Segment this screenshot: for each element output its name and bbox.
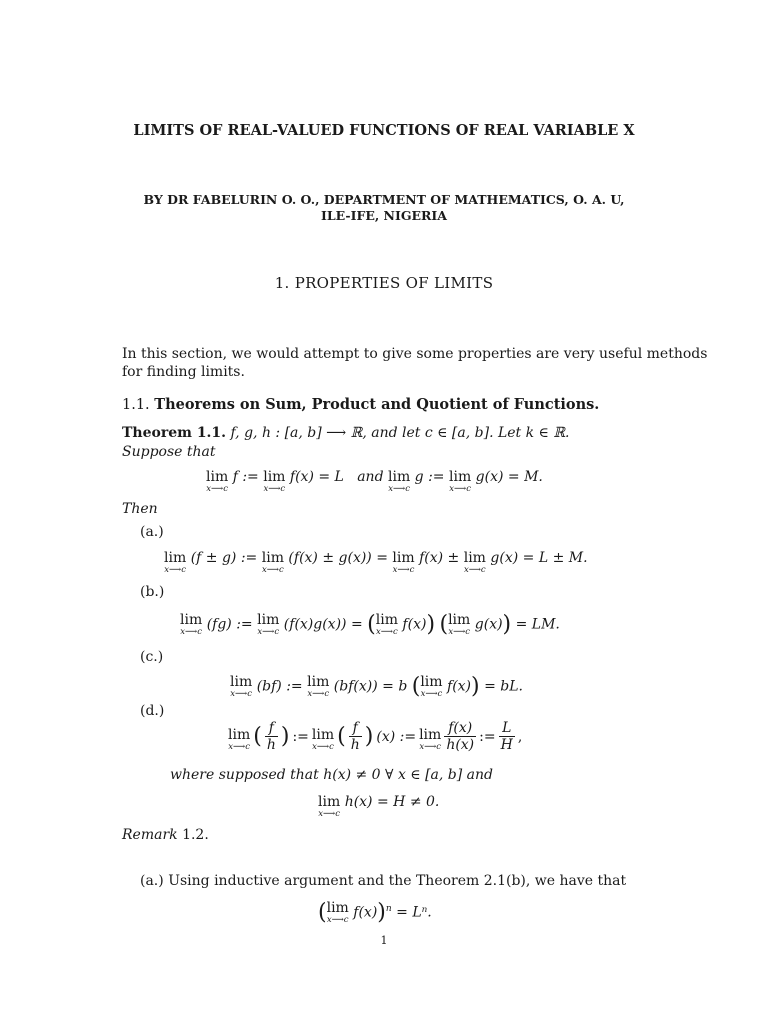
limit-operator: lim x⟶c (375, 612, 398, 637)
theorem-heading (122, 424, 569, 442)
suppose-that: Suppose that (122, 444, 216, 460)
limit-operator: lim x⟶c (420, 674, 443, 699)
limit-operator: lim x⟶c (228, 726, 251, 752)
limit-operator: lim x⟶c (448, 612, 471, 637)
equation-d: lim x⟶c ( $\frac{f}{h}$ ) := lim x⟶c ( $\frac{f}{h}$ ) (x) := lim x⟶c $\frac{f(x)}{h(x)}$ := $\frac{L}{H}$ , (228, 720, 523, 753)
section-heading (0, 274, 768, 292)
limit-operator: lim x⟶c (326, 900, 349, 925)
then-label: Then (122, 501, 158, 517)
label-c: (c.) (140, 649, 164, 665)
remark-a-label: (a.) (140, 873, 164, 889)
remark-heading (122, 826, 209, 844)
page-number: 1 (380, 934, 388, 947)
fraction-L-over-H: $\frac{L}{H}$ (500, 720, 513, 753)
document-title: LIMITS OF REAL-VALUED FUNCTIONS OF REAL VARIABLE X (133, 122, 635, 139)
limit-operator: lim x⟶c (206, 469, 229, 494)
label-a: (a.) (140, 524, 164, 540)
subsection-title: Theorems on Sum, Product and Quotient of Functions. (154, 396, 600, 413)
section-number: 1. (274, 274, 290, 292)
intro-line-2: for finding limits. (122, 364, 245, 380)
limit-operator: lim x⟶c (261, 550, 284, 575)
limit-operator: lim x⟶c (318, 794, 341, 819)
intro-paragraph (122, 345, 707, 381)
remark-a (140, 872, 626, 890)
hypothesis-equation: lim x⟶c f := lim x⟶c f(x) = L and lim x⟶c g := lim x⟶c g(x) = M. (206, 469, 543, 494)
limit-operator: lim x⟶c (392, 550, 415, 575)
limit-operator: lim x⟶c (307, 674, 330, 699)
author-line-1: BY DR FABELURIN O. O., DEPARTMENT OF MATHEMATICS, O. A. U, (143, 192, 625, 207)
remark-label: Remark (122, 827, 178, 843)
equation-c: lim x⟶c (bf) := lim x⟶c (bf(x)) = b (lim x⟶c f(x)) = bL. (230, 674, 523, 699)
limit-operator: lim x⟶c (448, 469, 472, 494)
limit-operator: lim x⟶c (230, 674, 253, 699)
h-limit-equation: lim x⟶c h(x) = H ≠ 0. (318, 794, 440, 819)
limit-operator: lim x⟶c (257, 612, 280, 637)
limit-operator: lim x⟶c (311, 726, 335, 752)
theorem-label: Theorem 1.1. (122, 425, 227, 441)
equation-a: lim x⟶c (f ± g) := lim x⟶c (f(x) ± g(x)) = lim x⟶c f(x) ± lim x⟶c g(x) = L ± M. (164, 550, 588, 575)
fraction-f-over-h: $\frac{f}{h}$ (266, 720, 276, 753)
subsection-heading (122, 396, 599, 414)
author-line-2: ILE-IFE, NIGERIA (321, 208, 447, 223)
label-d: (d.) (140, 703, 165, 719)
theorem-statement: f, g, h : [a, b] ⟶ ℝ, and let c ∈ [a, b]. Let k ∈ ℝ. (230, 425, 570, 441)
limit-operator: lim x⟶c (263, 469, 286, 494)
remark-a-text: Using inductive argument and the Theorem 2.1(b), we have that (168, 873, 627, 889)
fraction-f-over-h: $\frac{f}{h}$ (350, 720, 360, 753)
power-equation: (lim x⟶c f(x))$^n$ = Lⁿ. (318, 900, 432, 925)
equation-b: lim x⟶c (fg) := lim x⟶c (f(x)g(x)) = (lim x⟶c f(x)) (lim x⟶c g(x)) = LM. (180, 612, 560, 637)
where-condition: where supposed that h(x) ≠ 0 ∀ x ∈ [a, b] and (170, 767, 494, 783)
limit-operator: lim x⟶c (387, 469, 411, 494)
intro-line-1: In this section, we would attempt to give some properties are very useful methods (122, 346, 708, 362)
subsection-number: 1.1. (122, 397, 150, 413)
author-block (0, 192, 768, 224)
fraction-fx-over-hx: $\frac{f(x)}{h(x)}$ (446, 720, 475, 753)
limit-operator: lim x⟶c (180, 612, 203, 637)
remark-number: 1.2. (182, 827, 209, 843)
limit-operator: lim x⟶c (463, 550, 486, 575)
limit-operator: lim x⟶c (419, 726, 442, 752)
label-b: (b.) (140, 584, 165, 600)
section-title: PROPERTIES OF LIMITS (294, 274, 494, 292)
limit-operator: lim x⟶c (164, 550, 187, 575)
